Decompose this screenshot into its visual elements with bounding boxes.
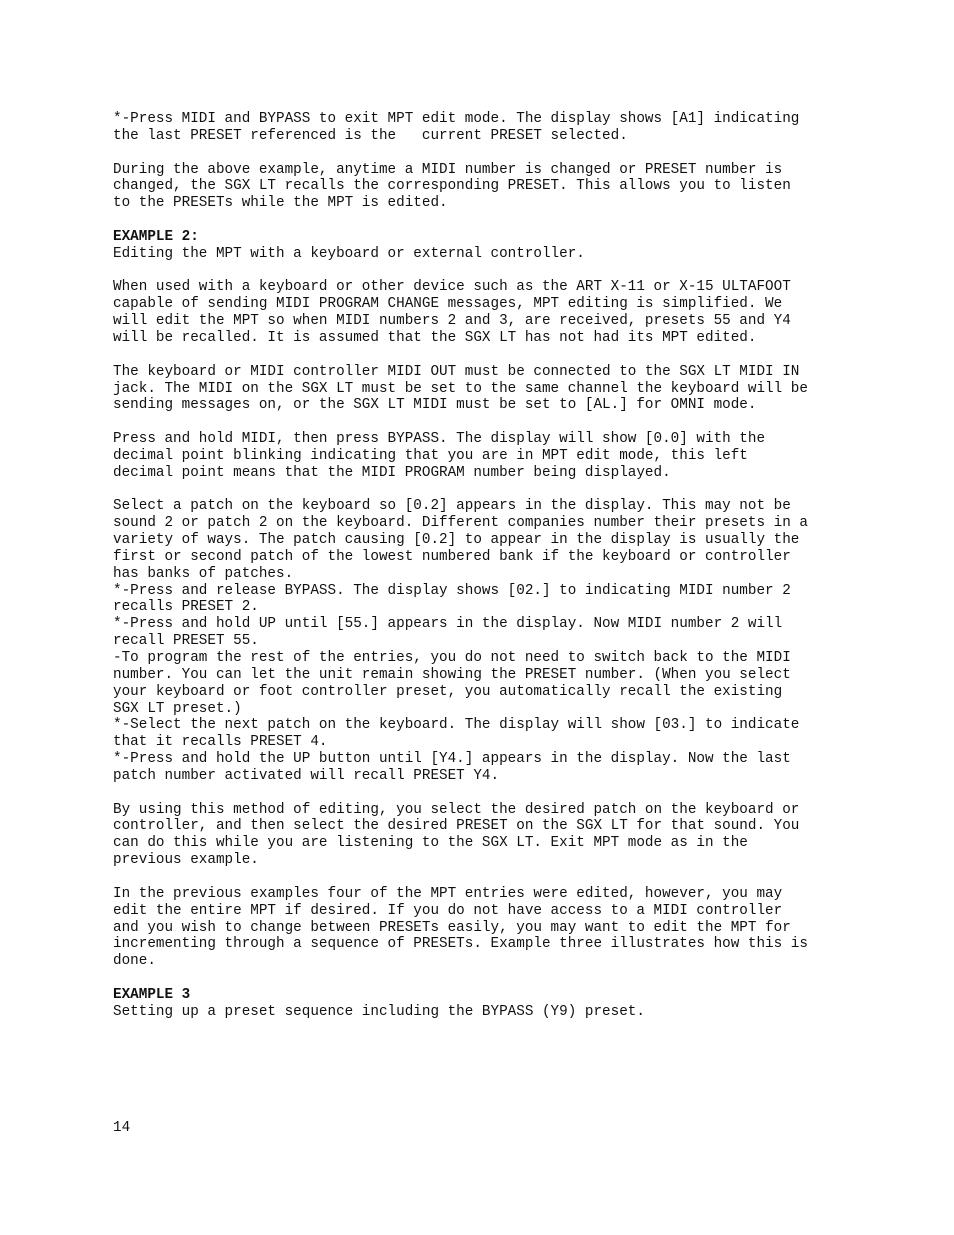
text-line: During the above example, anytime a MIDI number is changed or PRESET number is	[113, 161, 783, 178]
text-line: sound 2 or patch 2 on the keyboard. Different companies number their presets in a	[113, 515, 808, 532]
text-line: Select a patch on the keyboard so [0.2] appears in the display. This may not be	[113, 498, 791, 515]
section-heading: EXAMPLE 2:	[113, 228, 199, 245]
page-body	[113, 111, 903, 1037]
text-line: Editing the MPT with a keyboard or external controller.	[113, 245, 585, 262]
text-line: controller, and then select the desired PRESET on the SGX LT for that sound. You	[113, 818, 800, 835]
text-line: sending messages on, or the SGX LT MIDI must be set to [AL.] for OMNI mode.	[113, 397, 757, 414]
text-line: will be recalled. It is assumed that the SGX LT has not had its MPT edited.	[113, 329, 757, 346]
text-line: the last PRESET referenced is the current PRESET selected.	[113, 127, 628, 144]
text-line: to the PRESETs while the MPT is edited.	[113, 195, 448, 212]
text-line: *-Press and hold the UP button until [Y4.] appears in the display. Now the last	[113, 751, 791, 768]
paragraph	[113, 498, 903, 784]
text-line: *-Press and hold UP until [55.] appears in the display. Now MIDI number 2 will	[113, 616, 783, 633]
text-line: previous example.	[113, 852, 259, 869]
text-line: recall PRESET 55.	[113, 633, 259, 650]
text-line: *-Press MIDI and BYPASS to exit MPT edit mode. The display shows [A1] indicating	[113, 111, 800, 127]
text-line: -To program the rest of the entries, you do not need to switch back to the MIDI	[113, 650, 791, 666]
example-section	[113, 229, 903, 263]
text-line: variety of ways. The patch causing [0.2] to appear in the display is usually the	[113, 532, 800, 549]
paragraph	[113, 162, 903, 213]
paragraph	[113, 111, 903, 145]
text-line: changed, the SGX LT recalls the corresponding PRESET. This allows you to listen	[113, 178, 791, 195]
paragraph	[113, 802, 903, 869]
text-line: first or second patch of the lowest numbered bank if the keyboard or controller	[113, 548, 791, 565]
text-line: patch number activated will recall PRESET Y4.	[113, 767, 500, 784]
text-line: recalls PRESET 2.	[113, 599, 259, 616]
section-heading: EXAMPLE 3	[113, 986, 191, 1003]
text-line: and you wish to change between PRESETs easily, you may want to edit the MPT for	[113, 919, 791, 936]
text-line: *-Press and release BYPASS. The display shows [02.] to indicating MIDI number 2	[113, 582, 791, 599]
paragraph	[113, 886, 903, 970]
text-line: your keyboard or foot controller preset, you automatically recall the existing	[113, 683, 783, 700]
text-line: incrementing through a sequence of PRESETs. Example three illustrates how this is	[113, 936, 808, 953]
example-section	[113, 987, 903, 1021]
text-line: The keyboard or MIDI controller MIDI OUT must be connected to the SGX LT MIDI IN	[113, 363, 800, 380]
text-line: that it recalls PRESET 4.	[113, 734, 328, 751]
paragraph	[113, 279, 903, 346]
text-line: can do this while you are listening to the SGX LT. Exit MPT mode as in the	[113, 835, 748, 852]
text-line: decimal point means that the MIDI PROGRAM number being displayed.	[113, 464, 671, 481]
text-line: has banks of patches.	[113, 565, 294, 582]
paragraph	[113, 364, 903, 415]
paragraph	[113, 431, 903, 482]
text-line: number. You can let the unit remain showing the PRESET number. (When you select	[113, 666, 791, 683]
text-line: edit the entire MPT if desired. If you do not have access to a MIDI controller	[113, 902, 783, 919]
text-line: *-Select the next patch on the keyboard. The display will show [03.] to indicate	[113, 717, 800, 734]
text-line: jack. The MIDI on the SGX LT must be set to the same channel the keyboard will be	[113, 380, 808, 397]
text-line: SGX LT preset.)	[113, 700, 242, 717]
text-line: Press and hold MIDI, then press BYPASS. The display will show [0.0] with the	[113, 431, 766, 448]
text-line: will edit the MPT so when MIDI numbers 2 and 3, are received, presets 55 and Y4	[113, 313, 791, 330]
text-line: Setting up a preset sequence including the BYPASS (Y9) preset.	[113, 1003, 645, 1020]
page-number: 14	[113, 1120, 131, 1136]
text-line: decimal point blinking indicating that you are in MPT edit mode, this left	[113, 447, 748, 464]
text-line: By using this method of editing, you select the desired patch on the keyboard or	[113, 801, 800, 818]
text-line: In the previous examples four of the MPT entries were edited, however, you may	[113, 885, 783, 902]
text-line: capable of sending MIDI PROGRAM CHANGE messages, MPT editing is simplified. We	[113, 296, 783, 313]
text-line: When used with a keyboard or other device such as the ART X-11 or X-15 ULTAFOOT	[113, 279, 791, 296]
text-line: done.	[113, 953, 156, 970]
